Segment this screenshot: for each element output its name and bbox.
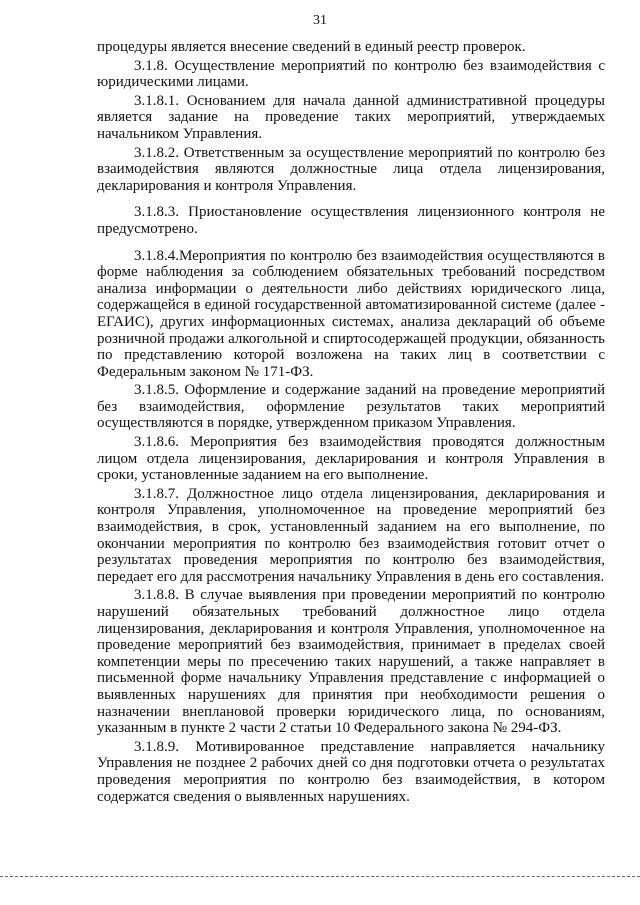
- paragraph-3-1-8-6: 3.1.8.6. Мероприятия без взаимодействия проводятся должностным лицом отдела лицензирования, декларирования и контроля Управления в сроки, установленные заданием на его выполнение.: [97, 434, 605, 484]
- paragraph-3-1-8-9: 3.1.8.9. Мотивированное представление направляется начальнику Управления не позднее 2 рабочих дней со дня подготовки отчета о результатах проведения мероприятия по контролю без взаимодействия, в котором содержатся сведения о выявленных нарушениях.: [97, 738, 605, 805]
- paragraph-continuation: процедуры является внесение сведений в единый реестр проверок.: [97, 39, 526, 55]
- paragraph-3-1-8-8: 3.1.8.8. В случае выявления при проведении мероприятий по контролю нарушений обязательных требований должностное лицо отдела лицензирования, декларирования и контроля Управления, уполномоченное на проведение мероприятий без взаимодействия, принимает в пределах своей компетенции меры по пресечению таких нарушений, а также направляет в письменной форме начальнику Управления представление с информацией о выявленных нарушениях для принятия при необходимости решения о назначении внеплановой проверки юридического лица, по основаниям, указанным в пункте 2 части 2 статьи 10 Федерального закона № 294-ФЗ.: [97, 587, 605, 737]
- document-body: [97, 39, 605, 807]
- paragraph-3-1-8-5: 3.1.8.5. Оформление и содержание заданий на проведение мероприятий без взаимодействия, оформление результатов таких мероприятий осуществляются в порядке, утвержденном приказом Управления.: [97, 382, 605, 432]
- paragraph-3-1-8-2: 3.1.8.2. Ответственным за осуществление мероприятий по контролю без взаимодействия являются должностные лица отдела лицензирования, декларирования и контроля Управления.: [97, 144, 605, 194]
- paragraph-3-1-8-4: 3.1.8.4.Мероприятия по контролю без взаимодействия осуществляются в форме наблюдения за соблюдением обязательных требований посредством анализа информации о деятельности либо действиях юридического лица, содержащейся в единой государственной автоматизированной системе (далее - ЕГАИС), других информационных системах, анализа деклараций об объеме розничной продажи алкогольной и спиртосодержащей продукции, обязанность по представлению которой возложена на таких лиц в соответствии с Федеральным законом № 171-ФЗ.: [97, 247, 605, 380]
- paragraph-3-1-8-7: 3.1.8.7. Должностное лицо отдела лицензирования, декларирования и контроля Управления, уполномоченное на проведение мероприятий без взаимодействия, в срок, установленный заданием на его выполнение, по окончании мероприятия по контролю без взаимодействия готовит отчет о результатах проведения мероприятия по контролю без взаимодействия, передает его для рассмотрения начальнику Управления в день его составления.: [97, 485, 605, 585]
- paragraph-3-1-8-1: 3.1.8.1. Основанием для начала данной административной процедуры является задание на проведение таких мероприятий, утверждаемых начальником Управления.: [97, 92, 605, 142]
- paragraph-3-1-8-3: 3.1.8.3. Приостановление осуществления лицензионного контроля не предусмотрено.: [97, 204, 605, 237]
- paragraph-3-1-8: 3.1.8. Осуществление мероприятий по контролю без взаимодействия с юридическими лицами.: [97, 57, 605, 91]
- footer-divider: [0, 876, 640, 877]
- page-number: 31: [313, 13, 327, 28]
